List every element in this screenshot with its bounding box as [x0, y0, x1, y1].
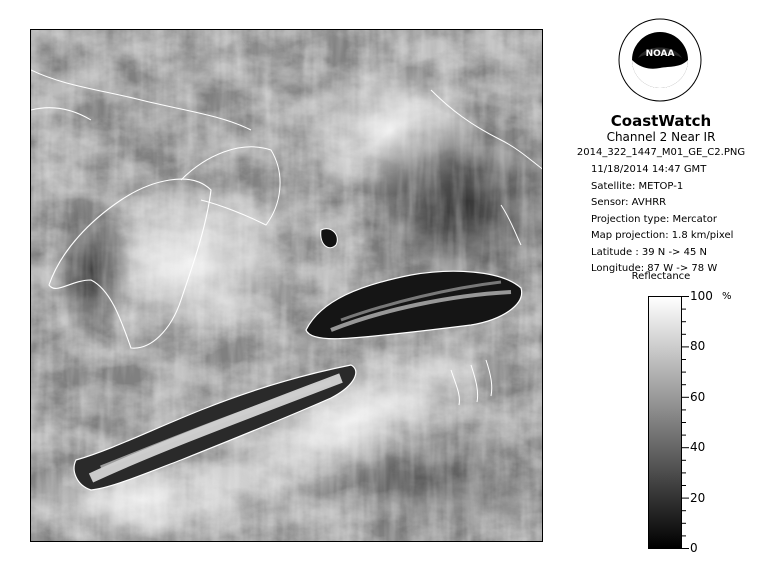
tick-label-100: 100 [690, 289, 713, 303]
map-projection-text: Map projection: 1.8 km/pixel [591, 230, 734, 241]
tick-label-80: 80 [690, 339, 706, 354]
satellite-image [30, 29, 543, 542]
app-title: CoastWatch [610, 112, 712, 130]
satellite-text: Satellite: METOP-1 [591, 181, 684, 192]
sensor-text: Sensor: AVHRR [591, 197, 667, 208]
satellite-image-graphic [31, 30, 543, 542]
projection-type-text: Projection type: Mercator [591, 214, 717, 225]
noaa-logo-graphic [618, 18, 702, 102]
scale-label: Reflectance [631, 271, 691, 282]
image-filename: 2014_322_1447_M01_GE_C2.PNG [576, 147, 746, 158]
noaa-logo [618, 18, 702, 102]
datetime-text: 11/18/2014 14:47 GMT [591, 164, 707, 175]
latitude-text: Latitude : 39 N -> 45 N [591, 247, 707, 258]
tick-label-20: 20 [690, 490, 706, 505]
channel-subtitle: Channel 2 Near IR [606, 130, 716, 144]
reflectance-colorbar [648, 296, 682, 549]
longitude-text: Longitude: 87 W -> 78 W [591, 263, 718, 274]
noaa-logo-text: NOAA [645, 49, 675, 59]
tick-label-40: 40 [690, 440, 706, 455]
colorbar-ticks [682, 296, 742, 549]
scale-unit: % [722, 291, 732, 302]
tick-label-0: 0 [690, 541, 698, 555]
tick-label-60: 60 [690, 389, 706, 404]
